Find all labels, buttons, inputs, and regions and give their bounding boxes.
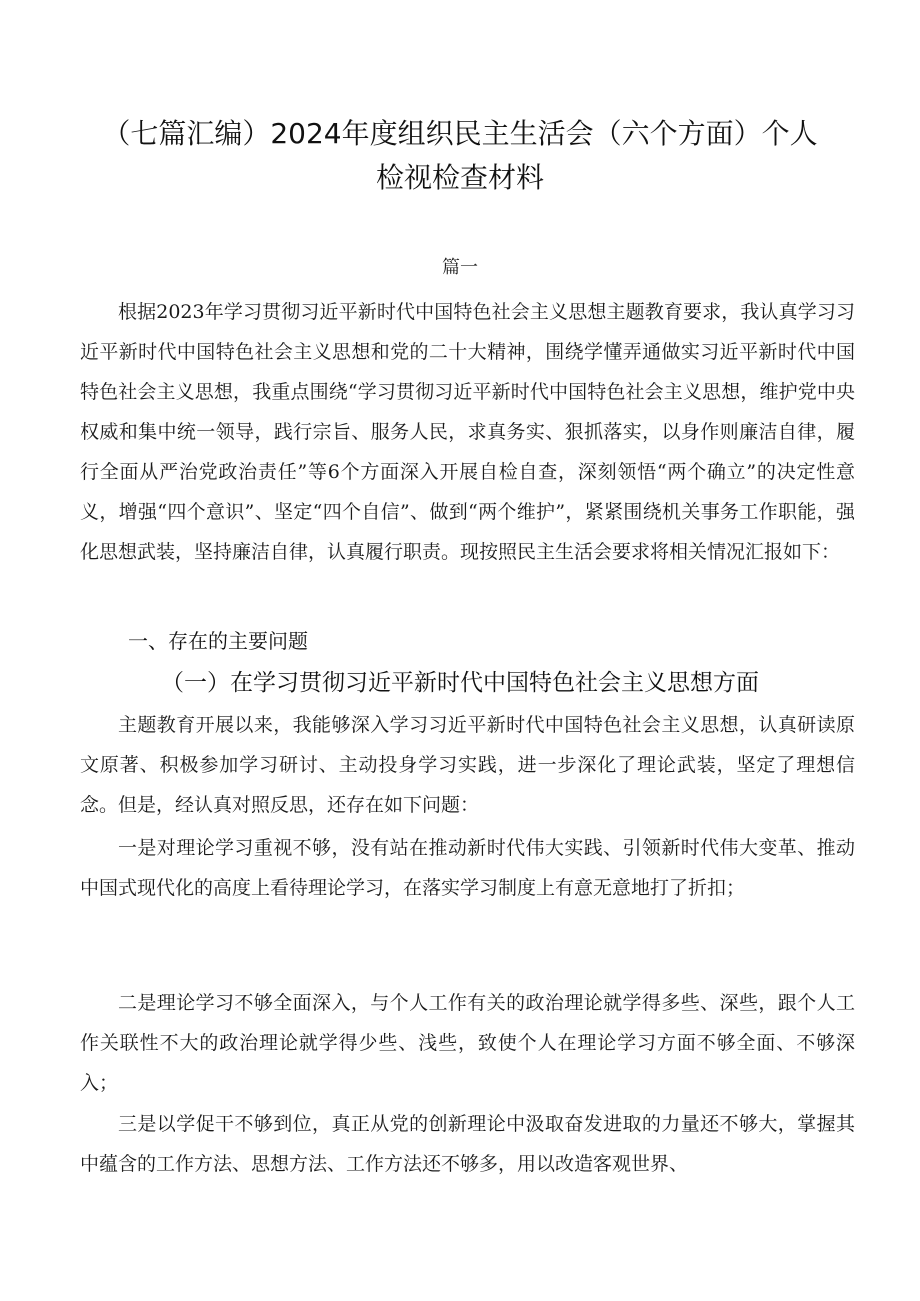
heading-sub-one: （一）在学习贯彻习近平新时代中国特色社会主义思想方面 <box>161 670 759 696</box>
heading-main-problems: 一、存在的主要问题 <box>128 629 308 653</box>
document-title: （七篇汇编）2024年度组织民主生活会（六个方面）个人检视检查材料 <box>102 117 818 194</box>
point-three-paragraph: 三是以学促干不够到位，真正从党的创新理论中汲取奋发进取的力量还不够大，掌握其中蕴含的工作方法、思想方法、工作方法还不够多，用以改造客观世界、 <box>80 1113 855 1175</box>
section-label: 篇一 <box>442 257 478 278</box>
intro-paragraph: 根据2023年学习贯彻习近平新时代中国特色社会主义思想主题教育要求，我认真学习习近平新时代中国特色社会主义思想和党的二十大精神，围绕学懂弄通做实习近平新时代中国特色社会主义思想，我重点围绕“学习贯彻习近平新时代中国特色社会主义思想，维护党中央权威和集中统一领导，践行宗旨、服务人民，求真务实、狠抓落实，以身作则廉洁自律，履行全面从严治党政治责任”等6个方面深入开展自检自查，深刻领悟“两个确立”的决定性意义，增强“四个意识”、坚定“四个自信”、做到“两个维护”，紧紧围绕机关事务工作职能，强化思想武装，坚持廉洁自律，认真履行职责。现按照民主生活会要求将相关情况汇报如下： <box>80 301 855 563</box>
study-paragraph: 主题教育开展以来，我能够深入学习习近平新时代中国特色社会主义思想，认真研读原文原著、积极参加学习研讨、主动投身学习实践，进一步深化了理论武装，坚定了理想信念。但是，经认真对照反思，还存在如下问题： <box>80 714 855 816</box>
point-one-paragraph: 一是对理论学习重视不够，没有站在推动新时代伟大实践、引领新时代伟大变革、推动中国式现代化的高度上看待理论学习，在落实学习制度上有意无意地打了折扣； <box>80 837 855 899</box>
point-two-paragraph: 二是理论学习不够全面深入，与个人工作有关的政治理论就学得多些、深些，跟个人工作关联性不大的政治理论就学得少些、浅些，致使个人在理论学习方面不够全面、不够深入； <box>80 992 855 1094</box>
